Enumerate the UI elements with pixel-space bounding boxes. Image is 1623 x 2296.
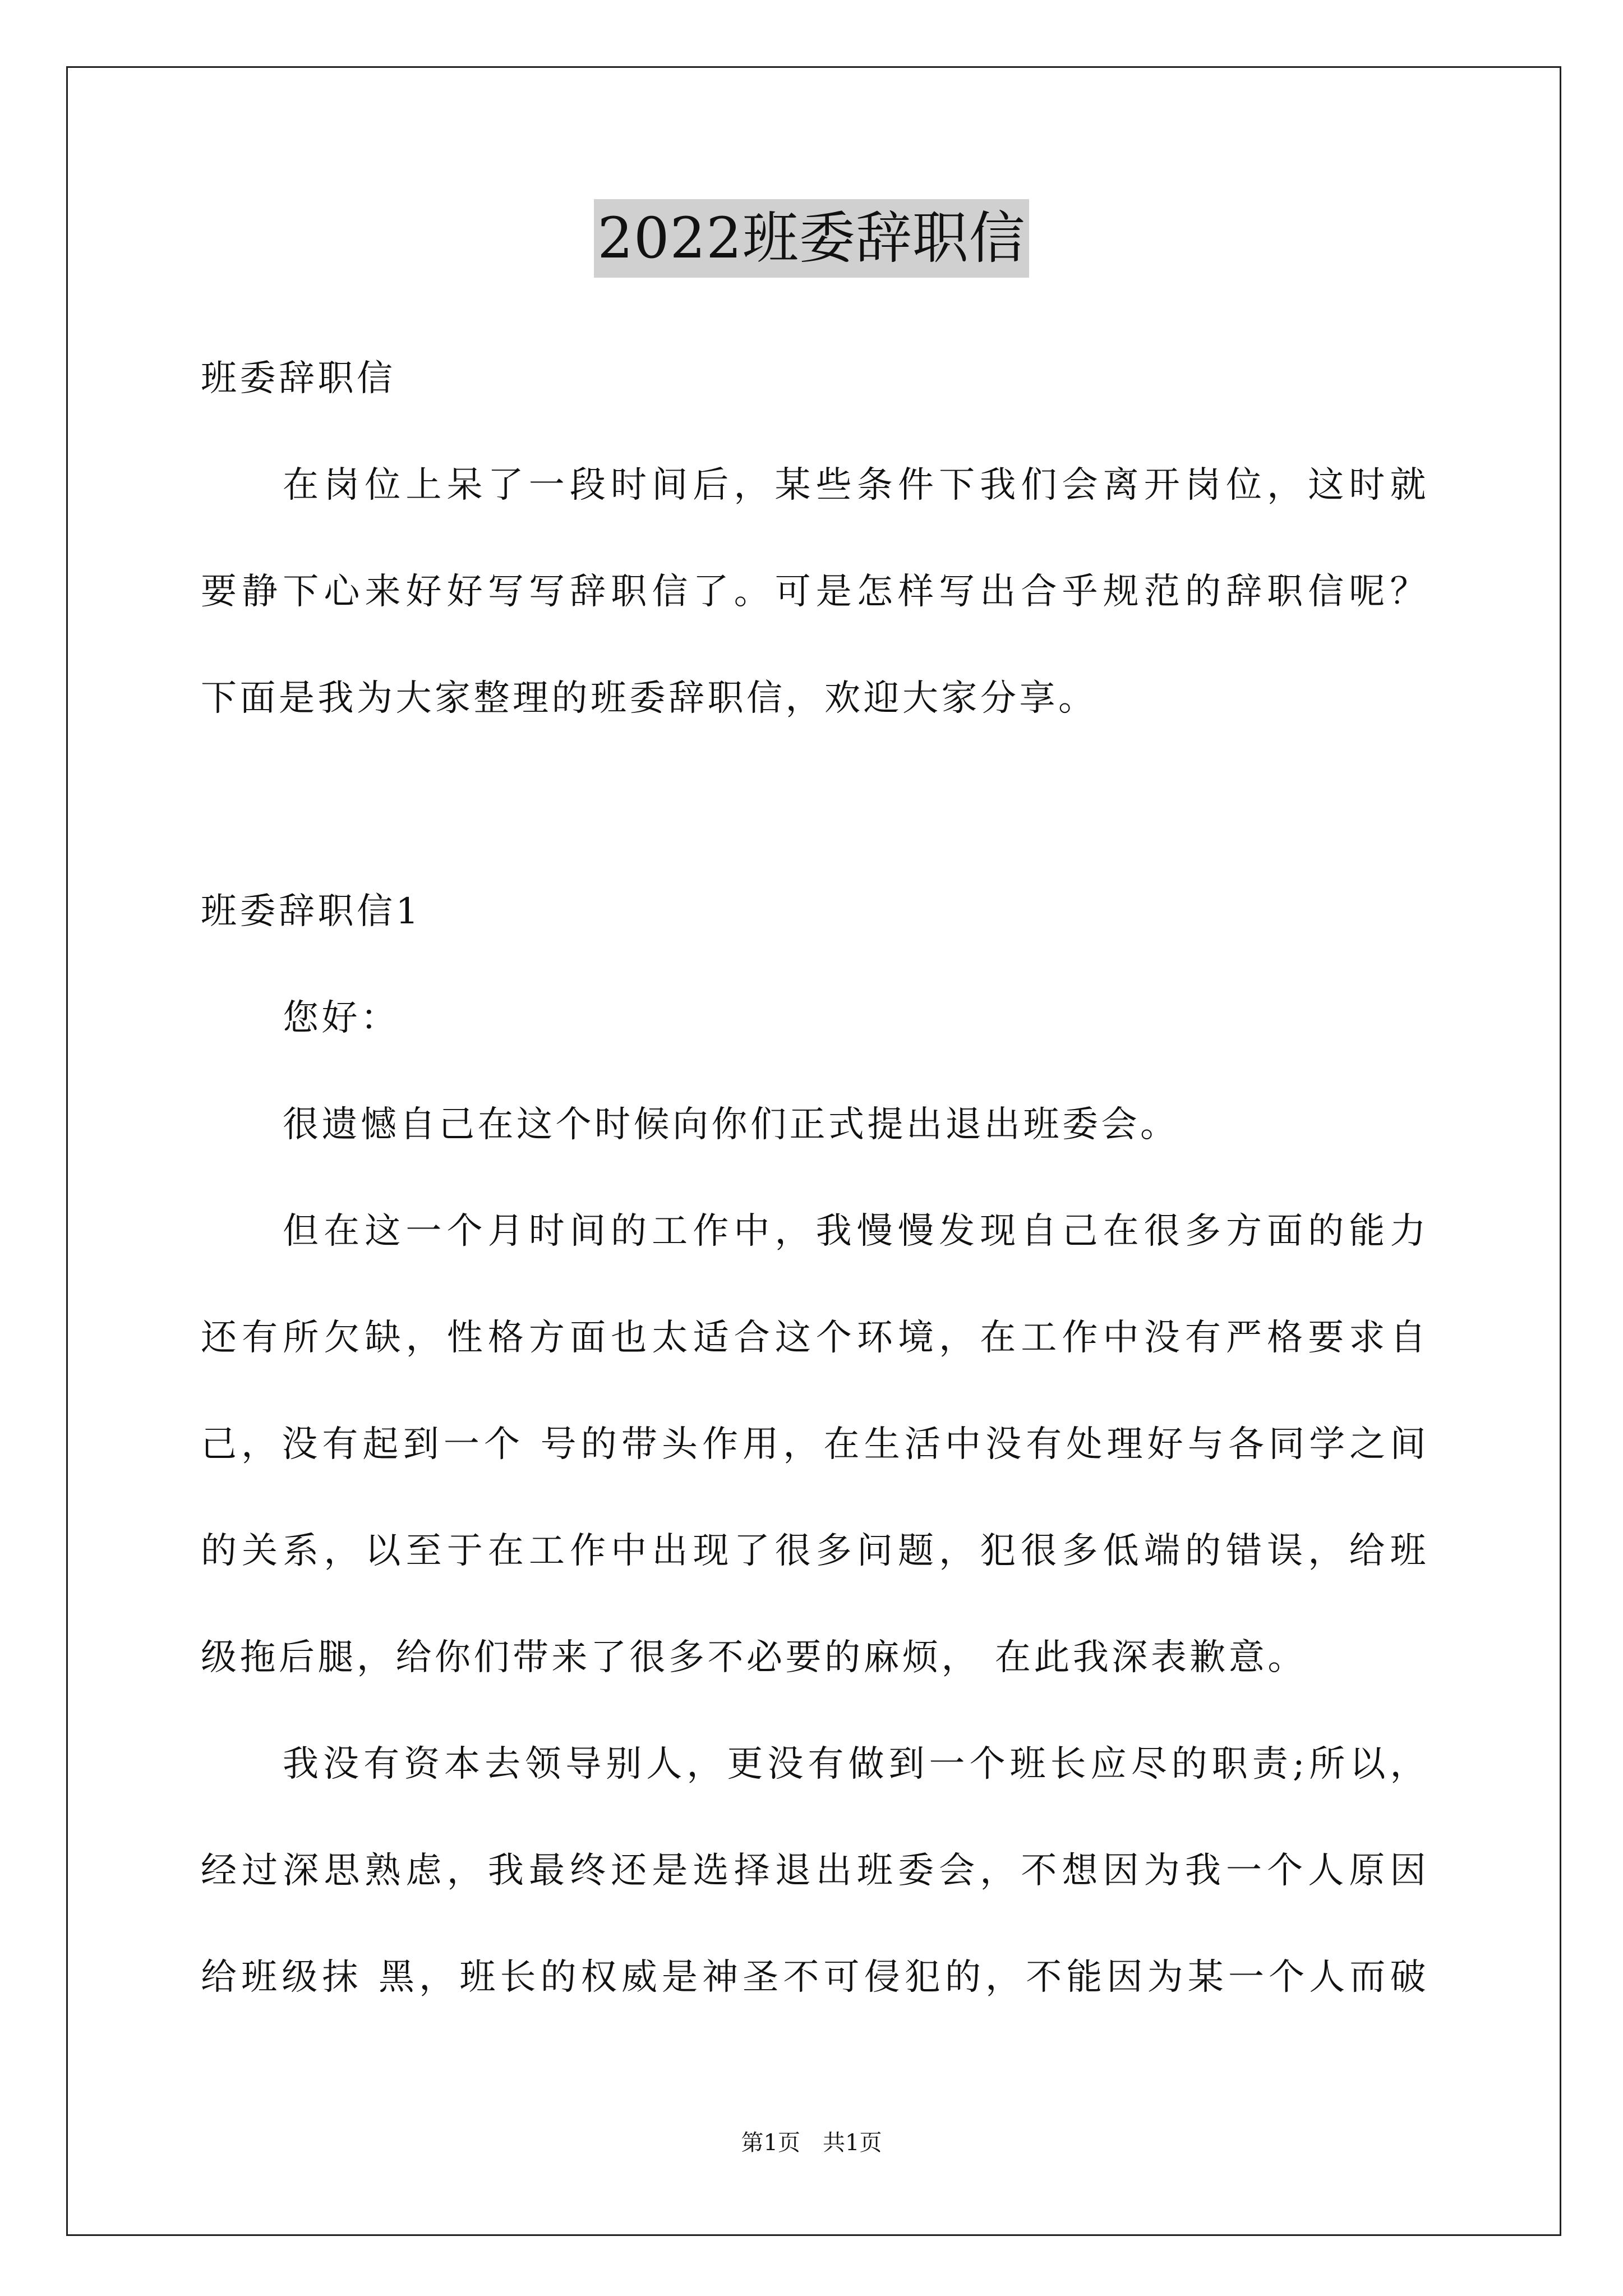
page-total: 共1页 — [823, 2130, 882, 2156]
intro-heading: 班委辞职信 — [201, 358, 396, 399]
paragraph-line: 还有所欠缺，性格方面也太适合这个环境，在工作中没有严格要求自 — [201, 1317, 1429, 1359]
intro-line: 要静下心来好好写写辞职信了。可是怎样写出合乎规范的辞职信呢？ — [201, 571, 1429, 613]
page-footer — [0, 2126, 1623, 2160]
paragraph-line: 经过深思熟虑，我最终还是选择退出班委会，不想因为我一个人原因 — [201, 1850, 1429, 1892]
document-body — [201, 339, 1429, 2045]
document-title: 2022班委辞职信 — [594, 199, 1029, 278]
title-container — [0, 199, 1623, 278]
letter-heading: 班委辞职信1 — [201, 891, 422, 932]
paragraph-line: 己，没有起到一个 号的带头作用，在生活中没有处理好与各同学之间 — [201, 1424, 1429, 1465]
intro-line: 在岗位上呆了一段时间后，某些条件下我们会离开岗位，这时就 — [283, 464, 1429, 506]
paragraph-line: 给班级抹 黑，班长的权威是神圣不可侵犯的，不能因为某一个人而破 — [201, 1957, 1429, 1998]
paragraph-line: 但在这一个月时间的工作中，我慢慢发现自己在很多方面的能力 — [283, 1211, 1429, 1252]
letter-paragraph: 很遗憾自己在这个时候向你们正式提出退出班委会。 — [283, 1104, 1179, 1145]
section-gap — [201, 766, 1429, 872]
intro-line: 下面是我为大家整理的班委辞职信，欢迎大家分享。 — [201, 678, 1098, 719]
paragraph-line: 我没有资本去领导别人，更没有做到一个班长应尽的职责;所以， — [283, 1743, 1429, 1785]
letter-greeting: 您好： — [283, 997, 400, 1039]
page-number: 第1页 — [741, 2130, 800, 2156]
paragraph-line: 的关系，以至于在工作中出现了很多问题，犯很多低端的错误，给班 — [201, 1530, 1429, 1572]
paragraph-line: 级拖后腿，给你们带来了很多不必要的麻烦， 在此我深表歉意。 — [201, 1637, 1307, 1678]
